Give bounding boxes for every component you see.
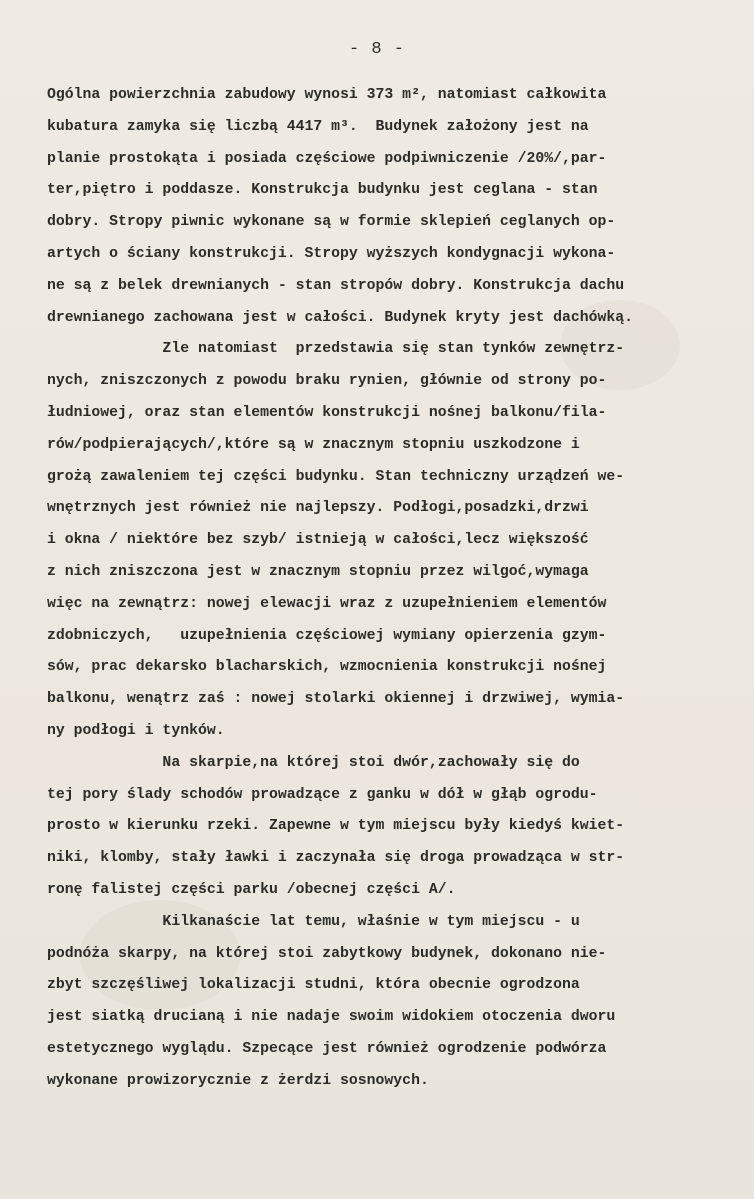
- text-line: Na skarpie,na której stoi dwór,zachowały się do: [47, 754, 580, 771]
- text-line: ny podłogi i tynków.: [47, 722, 225, 739]
- text-line: nych, zniszczonych z powodu braku rynien, głównie od strony po-: [47, 373, 607, 390]
- text-line: jest siatką drucianą i nie nadaje swoim widokiem otoczenia dworu: [47, 1009, 616, 1026]
- paragraph: [47, 334, 747, 747]
- text-line: zbyt szczęśliwej lokalizacji studni, która obecnie ogrodzona: [47, 977, 580, 994]
- paragraph: [47, 907, 747, 1098]
- text-line: ne są z belek drewnianych - stan stropów dobry. Konstrukcja dachu: [47, 277, 625, 294]
- text-line: ter,piętro i poddasze. Konstrukcja budynku jest ceglana - stan: [47, 182, 598, 199]
- text-line: więc na zewnątrz: nowej elewacji wraz z uzupełnieniem elementów: [47, 595, 607, 612]
- text-line: Ogólna powierzchnia zabudowy wynosi 373 m², natomiast całkowita: [47, 87, 607, 103]
- page-number: - 8 -: [348, 40, 405, 59]
- paragraph: [47, 748, 747, 907]
- text-line: z nich zniszczona jest w znacznym stopniu przez wilgoć,wymaga: [47, 563, 589, 580]
- body-text: [47, 80, 747, 1098]
- text-line: Kilkanaście lat temu, właśnie w tym miejscu - u: [47, 913, 580, 930]
- text-line: kubatura zamyka się liczbą 4417 m³. Budynek założony jest na: [47, 118, 589, 135]
- text-line: artych o ściany konstrukcji. Stropy wyższych kondygnacji wykona-: [47, 245, 616, 262]
- text-line: balkonu, wenątrz zaś : nowej stolarki okiennej i drzwiwej, wymia-: [47, 691, 625, 708]
- text-line: ronę falistej części parku /obecnej części A/.: [47, 881, 456, 898]
- text-line: rów/podpierających/,które są w znacznym stopniu uszkodzone i: [47, 436, 580, 453]
- text-line: łudniowej, oraz stan elementów konstrukcji nośnej balkonu/fila-: [47, 404, 607, 421]
- text-line: dobry. Stropy piwnic wykonane są w formie sklepień ceglanych op-: [47, 214, 616, 231]
- text-line: wykonane prowizorycznie z żerdzi sosnowych.: [47, 1072, 429, 1089]
- text-line: tej pory ślady schodów prowadzące z ganku w dół w głąb ogrodu-: [47, 786, 598, 803]
- text-line: wnętrznych jest również nie najlepszy. Podłogi,posadzki,drzwi: [47, 500, 589, 517]
- text-line: zdobniczych, uzupełnienia częściowej wymiany opierzenia gzym-: [47, 627, 607, 644]
- text-line: sów, prac dekarsko blacharskich, wzmocnienia konstrukcji nośnej: [47, 659, 607, 676]
- paragraph: [47, 80, 747, 334]
- text-line: prosto w kierunku rzeki. Zapewne w tym miejscu były kiedyś kwiet-: [47, 818, 625, 835]
- text-line: podnóża skarpy, na której stoi zabytkowy budynek, dokonano nie-: [47, 945, 607, 962]
- text-line: Zle natomiast przedstawia się stan tynków zewnętrz-: [47, 341, 625, 358]
- text-line: drewnianego zachowana jest w całości. Budynek kryty jest dachówką.: [47, 309, 634, 326]
- text-line: grożą zawaleniem tej części budynku. Stan techniczny urządzeń we-: [47, 468, 625, 485]
- text-line: planie prostokąta i posiada częściowe podpiwniczenie /20%/,par-: [47, 150, 607, 167]
- text-line: niki, klomby, stały ławki i zaczynała się droga prowadząca w str-: [47, 850, 625, 867]
- text-line: i okna / niektóre bez szyb/ istnieją w całości,lecz większość: [47, 532, 589, 549]
- text-line: estetycznego wyglądu. Szpecące jest również ogrodzenie podwórza: [47, 1040, 607, 1057]
